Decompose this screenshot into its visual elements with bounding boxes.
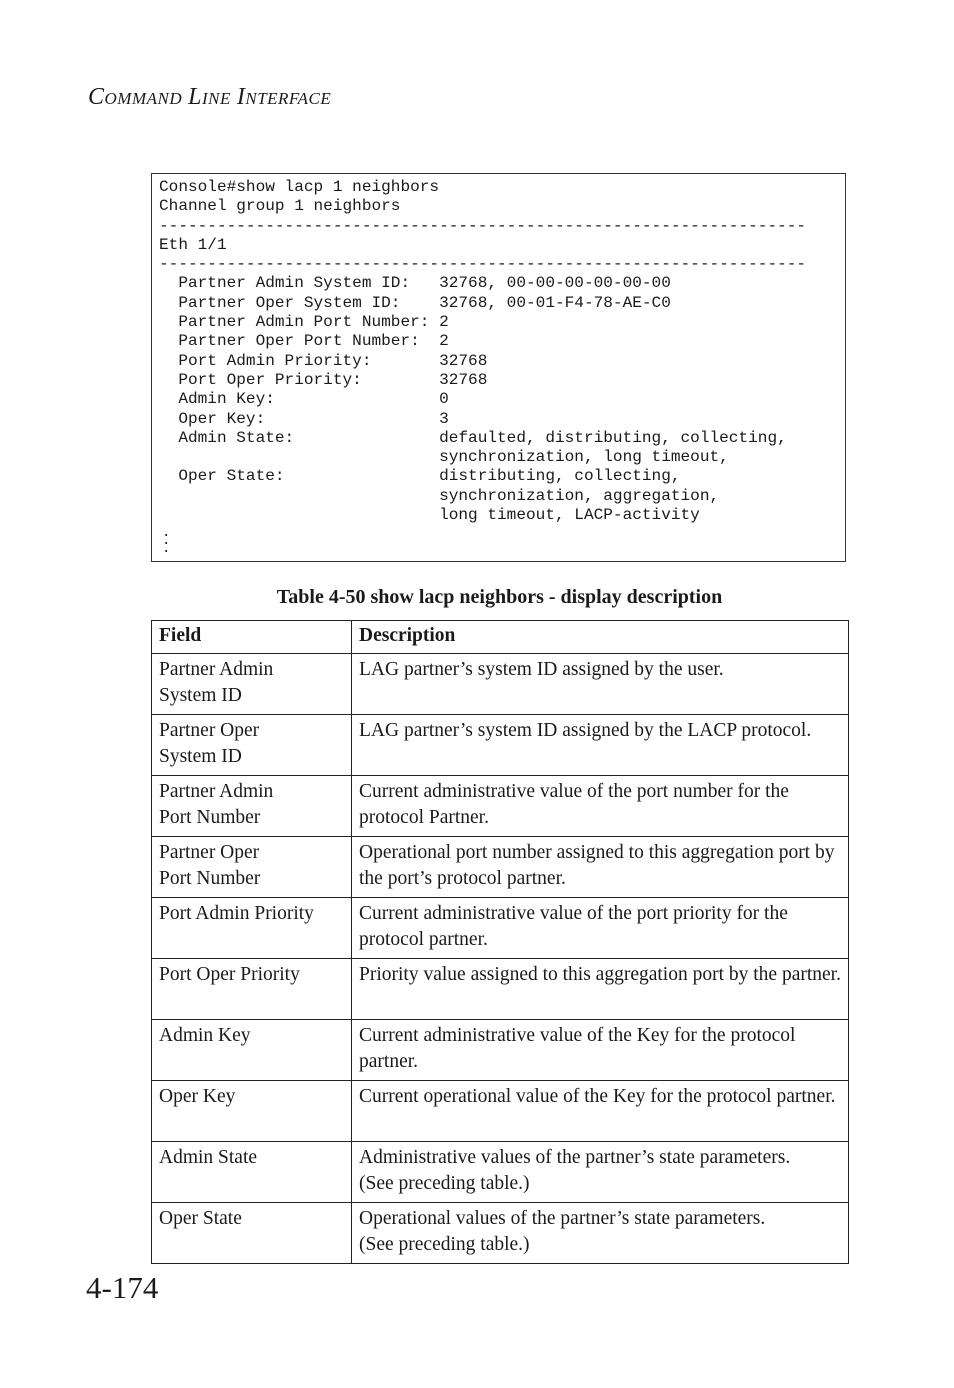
header-initial-i: I xyxy=(236,84,246,110)
table-row xyxy=(152,837,849,898)
console-line: ------------------------------------------------------------------- xyxy=(159,255,807,274)
console-output-box xyxy=(151,173,846,562)
table-row xyxy=(152,898,849,959)
description-cell: Administrative values of the partner’s state parameters. (See preceding table.) xyxy=(352,1142,849,1203)
console-line: synchronization, long timeout, xyxy=(159,448,729,467)
console-line: synchronization, aggregation, xyxy=(159,486,720,505)
description-cell: Operational port number assigned to this aggregation port by the port’s protocol partner. xyxy=(352,837,849,898)
console-line: Eth 1/1 xyxy=(159,235,227,254)
console-line: Admin State: defaulted, distributing, collecting, xyxy=(159,428,787,447)
console-line: Partner Admin Port Number: 2 xyxy=(159,313,449,332)
continuation-dots: . . . xyxy=(162,525,171,558)
page-number: 4-174 xyxy=(86,1270,159,1305)
console-line: Partner Oper System ID: 32768, 00-01-F4-78-AE-C0 xyxy=(159,293,671,312)
console-lines xyxy=(159,178,845,525)
description-table xyxy=(151,620,849,1264)
running-header xyxy=(88,84,331,111)
table-row xyxy=(152,959,849,1020)
table-header-row xyxy=(152,621,849,654)
description-cell: Operational values of the partner’s state parameters. (See preceding table.) xyxy=(352,1203,849,1264)
field-cell: Admin Key xyxy=(152,1020,352,1081)
field-cell: Partner Admin System ID xyxy=(152,654,352,715)
field-cell: Oper Key xyxy=(152,1081,352,1142)
table-body xyxy=(152,654,849,1264)
console-line: Console#show lacp 1 neighbors xyxy=(159,178,440,196)
field-cell: Partner Oper System ID xyxy=(152,715,352,776)
description-cell: LAG partner’s system ID assigned by the user. xyxy=(352,654,849,715)
field-cell: Admin State xyxy=(152,1142,352,1203)
description-cell: Current operational value of the Key for the protocol partner. xyxy=(352,1081,849,1142)
column-header-description: Description xyxy=(352,621,849,654)
console-line: Partner Admin System ID: 32768, 00-00-00-00-00-00 xyxy=(159,274,671,293)
header-rest-ommand: OMMAND xyxy=(104,89,183,108)
field-cell: Partner Admin Port Number xyxy=(152,776,352,837)
description-cell: Current administrative value of the port priority for the protocol partner. xyxy=(352,898,849,959)
console-line: Admin Key: 0 xyxy=(159,390,449,409)
console-line: Partner Oper Port Number: 2 xyxy=(159,332,449,351)
table-caption: Table 4-50 show lacp neighbors - display description xyxy=(276,586,723,608)
console-line: Port Oper Priority: 32768 xyxy=(159,370,488,389)
field-cell: Port Oper Priority xyxy=(152,959,352,1020)
table-row xyxy=(152,715,849,776)
table-row xyxy=(152,1142,849,1203)
console-line: ------------------------------------------------------------------- xyxy=(159,216,807,235)
column-header-field: Field xyxy=(152,621,352,654)
console-line: Oper Key: 3 xyxy=(159,409,449,428)
table-row xyxy=(152,1081,849,1142)
console-line: Port Admin Priority: 32768 xyxy=(159,351,488,370)
field-cell: Oper State xyxy=(152,1203,352,1264)
console-line: long timeout, LACP-activity xyxy=(159,506,700,525)
header-rest-nterface: NTERFACE xyxy=(245,89,332,108)
console-line: Oper State: distributing, collecting, xyxy=(159,467,681,486)
description-cell: LAG partner’s system ID assigned by the LACP protocol. xyxy=(352,715,849,776)
description-cell: Current administrative value of the Key for the protocol partner. xyxy=(352,1020,849,1081)
table-row xyxy=(152,1203,849,1264)
field-cell: Partner Oper Port Number xyxy=(152,837,352,898)
header-rest-ine: INE xyxy=(201,89,231,108)
field-cell: Port Admin Priority xyxy=(152,898,352,959)
description-cell: Current administrative value of the port number for the protocol Partner. xyxy=(352,776,849,837)
header-initial-l: L xyxy=(188,84,202,110)
header-initial-c: C xyxy=(88,84,105,110)
console-line: Channel group 1 neighbors xyxy=(159,197,401,216)
table-row xyxy=(152,654,849,715)
description-cell: Priority value assigned to this aggregation port by the partner. xyxy=(352,959,849,1020)
table-row xyxy=(152,1020,849,1081)
table-row xyxy=(152,776,849,837)
